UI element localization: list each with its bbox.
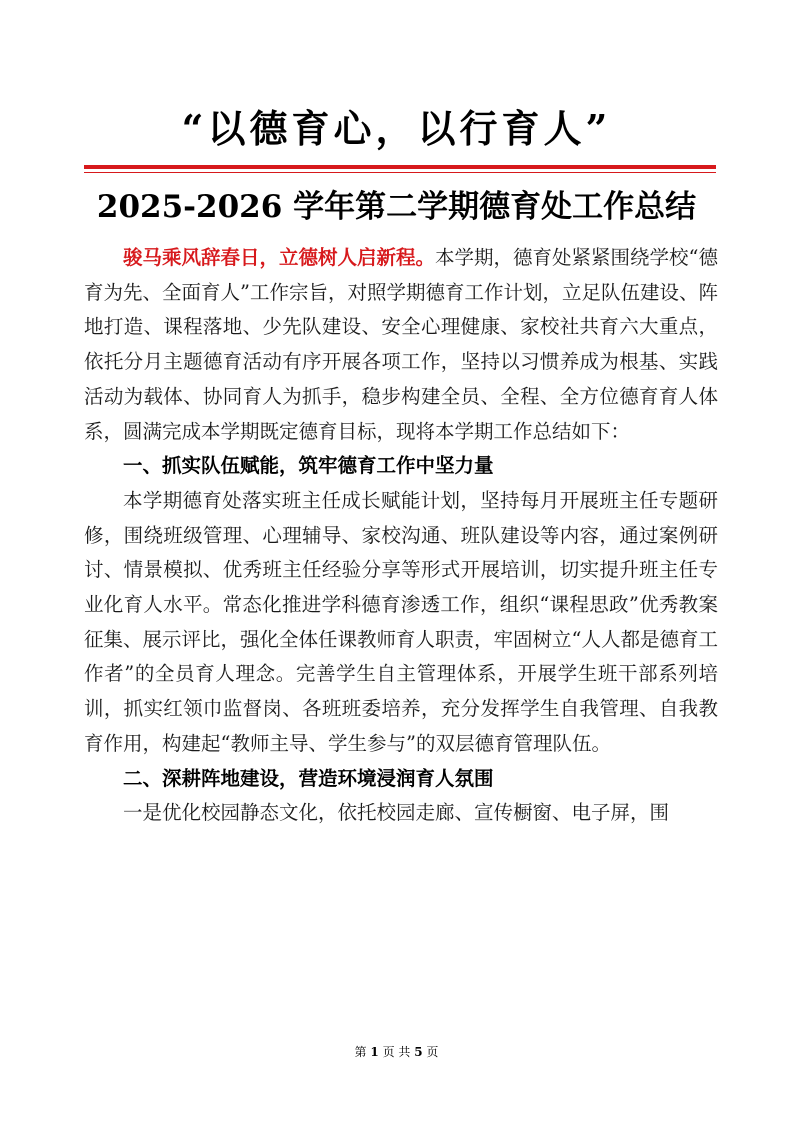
red-divider-thin xyxy=(84,172,716,173)
footer-page-number: 1 xyxy=(370,1045,379,1059)
intro-text: 本学期，德育处紧紧围绕学校“德育为先、全面育人”工作宗旨，对照学期德育工作计划，立足队伍建设、阵地打造、课程落地、少先队建设、安全心理健康、家校社共育六大重点，依托分月主题德育活动有序开展各项工作，坚持以习惯养成为根基、实践活动为载体、协同育人为抓手，稳步构建全员、全程、全方位德育育人体系，圆满完成本学期既定德育目标，现将本学期工作总结如下： xyxy=(84,246,718,443)
footer-total-pages: 5 xyxy=(414,1045,423,1059)
section-heading-2: 二、深耕阵地建设，营造环境浸润育人氛围 xyxy=(123,766,494,790)
slogan-title: “以德育心，以行育人” xyxy=(181,106,612,151)
document-title: 2025-2026 学年第二学期德育处工作总结 xyxy=(96,189,697,225)
footer-suffix: 页 xyxy=(426,1045,439,1059)
document-body xyxy=(84,241,718,831)
footer-prefix: 第 xyxy=(354,1045,367,1059)
section-paragraph-2: 一是优化校园静态文化，依托校园走廊、宣传橱窗、电子屏，围 xyxy=(123,801,670,825)
footer-middle: 页 共 xyxy=(382,1045,411,1059)
red-divider-thick xyxy=(84,165,716,169)
intro-lead-sentence: 骏马乘风辞春日，立德树人启新程。 xyxy=(123,246,436,269)
intro-paragraph xyxy=(84,241,718,449)
section-heading-1: 一、抓实队伍赋能，筑牢德育工作中坚力量 xyxy=(123,454,494,478)
page-footer xyxy=(0,1044,793,1060)
section-paragraph-1: 本学期德育处落实班主任成长赋能计划，坚持每月开展班主任专题研修，围绕班级管理、心理辅导、家校沟通、班队建设等内容，通过案例研讨、情景模拟、优秀班主任经验分享等形式开展培训，切实提升班主任专业化育人水平。常态化推进学科德育渗透工作，组织“课程思政”优秀教案征集、展示评比，强化全体任课教师育人职责，牢固树立“人人都是德育工作者”的全员育人理念。完善学生自主管理体系，开展学生班干部系列培训，抓实红领巾监督岗、各班班委培养，充分发挥学生自我管理、自我教育作用，构建起“教师主导、学生参与”的双层德育管理队伍。 xyxy=(84,488,718,755)
